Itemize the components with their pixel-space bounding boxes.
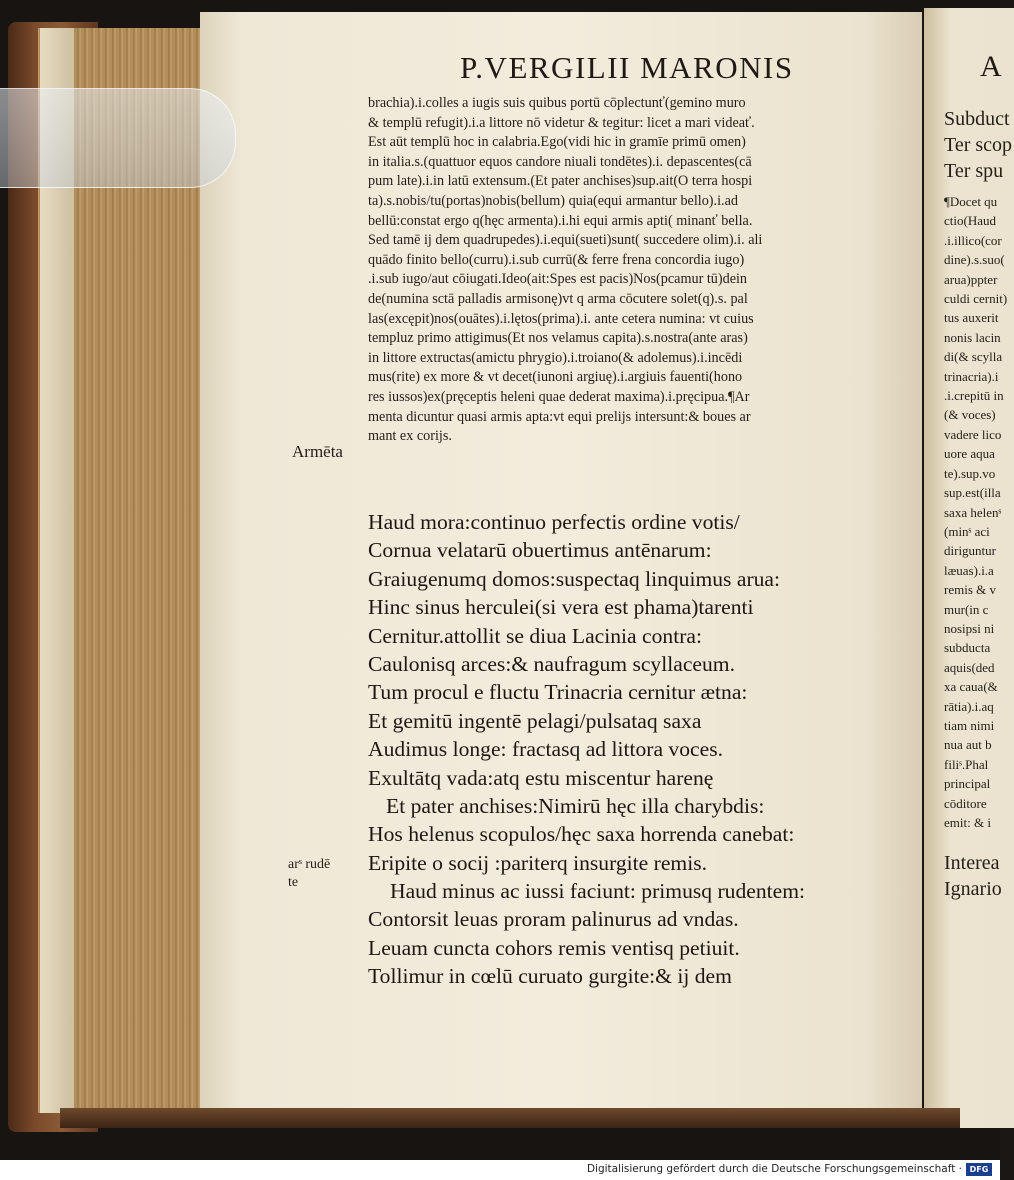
commentary-line: Est aūt templū hoc in calabria.Ego(vidi hic in gramīe primū omen) — [368, 134, 746, 151]
right-page-verse-line: Ter scop — [944, 134, 1013, 156]
book-bottom-edge — [60, 1108, 960, 1128]
commentary-line: de(numina sctā palladis armisonę)vt q arma cōcutere solet(q).s. pal — [368, 290, 748, 307]
verse-line: Tollimur in cœlū curuato gurgite:& ij dem — [368, 964, 732, 989]
verse-line: Haud mora:continuo perfectis ordine votis/ — [368, 510, 740, 534]
margin-note-ars-rudente — [288, 856, 330, 892]
right-page-gloss-line: remis & v — [944, 582, 996, 598]
commentary-line: las(excępit)nos(ouātes).i.lętos(prima).i. ante cetera numina: vt cuius — [368, 310, 754, 327]
page-edge-highlight — [40, 28, 74, 1113]
right-page-gloss-line: ctio(Haud — [944, 213, 996, 229]
right-page-gloss-line: nua aut b — [944, 737, 992, 753]
right-page-gloss-line: (minˢ aci — [944, 523, 990, 539]
footer-credit: Digitalisierung gefördert durch die Deutsche Forschungsgemeinschaft · — [586, 1163, 962, 1175]
right-page-gloss-line: filiˢ.Phal — [944, 756, 989, 772]
right-page-gloss-line: cōditore — [944, 795, 987, 811]
right-page-gloss-line: nonis lacin — [944, 329, 1001, 345]
footer-bar — [0, 1160, 1000, 1180]
commentary-line: res iussos)ex(pręceptis heleni quae dederat maxima).i.pręcipua.¶Ar — [368, 388, 750, 405]
commentary-line: & templū refugit).i.a littore nō videtur & tegitur: licet a mari videať. — [368, 114, 755, 131]
commentary-line: bellū:constat ergo q(hęc armenta).i.hi equi armis apti( minanť bella. — [368, 212, 753, 229]
verse-line: Et gemitū ingentē pelagi/pulsataq saxa — [368, 708, 702, 733]
dfg-logo: DFG — [966, 1163, 992, 1176]
right-page-gloss-line: culdi cernit) — [944, 291, 1008, 307]
right-page-gloss-line: saxa helenˢ — [944, 504, 1002, 520]
commentary-block — [368, 94, 913, 447]
verse-line: Hinc sinus herculei(si vera est phama)tarenti — [368, 595, 754, 620]
right-page-running-head: A — [980, 50, 1002, 83]
right-page-verse-line: Subduct — [944, 108, 1010, 130]
right-page-text — [924, 106, 1014, 902]
verse-line: Eripite o socij :pariterq insurgite remis. — [368, 850, 708, 875]
margin-note-line: arˢ rudē — [288, 857, 331, 872]
right-page-gloss-line: sup.est(illa — [944, 485, 1001, 501]
right-page-gloss-line: mur(in c — [944, 601, 989, 617]
commentary-line: mant ex corijs. — [368, 428, 452, 445]
verse-line: Caulonisq arces:& naufragum scyllaceum. — [368, 651, 735, 676]
right-page-gloss-line: rātia).i.aq — [944, 698, 994, 714]
commentary-line: brachia).i.colles a iugis suis quibus portū cōplectunť(gemino muro — [368, 95, 746, 111]
margin-note-armeta: Armēta — [292, 442, 343, 461]
right-page-gloss-line: vadere lico — [944, 426, 1002, 442]
right-page-verse-line: Interea — [944, 852, 1000, 875]
right-page-gloss-line: dine).s.suo( — [944, 252, 1005, 268]
right-page-gloss-line: emit: & i — [944, 815, 991, 830]
right-page-gloss-line: nosipsi ni — [944, 620, 995, 636]
right-page-gloss-line: aquis(ded — [944, 659, 995, 675]
verse-line: Cernitur.attollit se diua Lacinia contra: — [368, 623, 702, 648]
commentary-line: pum late).i.in latū extensum.(Et pater anchises)sup.ait(O terra hospi — [368, 173, 753, 190]
right-page-gloss — [924, 192, 1014, 832]
plastic-page-holder — [0, 88, 236, 188]
commentary-line: Sed tamē ij dem quadrupedes).i.equi(sueti)sunt( succedere olim).i. ali — [368, 232, 763, 249]
verse-line: Hos helenus scopulos/hęc saxa horrenda canebat: — [368, 822, 795, 847]
verse-line: Audimus longe: fractasq ad littora voces. — [368, 737, 723, 762]
commentary-line: ta).s.nobis/tu(portas)nobis(bellum) quia(equi armantur bello).i.ad — [368, 192, 738, 209]
verse-line: Haud minus ac iussi faciunt: primusq rudentem: — [390, 879, 806, 904]
right-page-gloss-line: principal — [944, 776, 991, 792]
right-page-gloss-line: subducta — [944, 640, 991, 656]
verse-line: Tum procul e fluctu Trinacria cernitur ætna: — [368, 680, 748, 705]
commentary-line: in italia.s.(quattuor equos candore niuali tondētes).i. depascentes(cā — [368, 153, 752, 170]
right-page-verse-top — [924, 106, 1014, 184]
right-page-gloss-line: xa caua(& — [944, 679, 998, 695]
right-page-gloss-line: .i.illico(cor — [944, 232, 1002, 248]
right-page-gloss-line: (& voces) — [944, 407, 996, 423]
running-head: P.VERGILII MARONIS — [460, 50, 794, 85]
commentary-line: .i.sub iugo/aut cōiugati.Ideo(ait:Spes est pacis)Nos(pcamur tū)dein — [368, 271, 748, 288]
commentary-line: menta dicuntur quasi armis apta:vt equi prelijs intersunt:& boues ar — [368, 408, 751, 425]
right-page-gloss-line: .i.crepitū in — [944, 388, 1004, 404]
verse-line: Graiugenumq domos:suspectaq linquimus arua: — [368, 566, 781, 591]
right-page-gloss-line: tus auxerit — [944, 310, 999, 326]
right-page-verse-line: Ignario — [944, 878, 1002, 901]
right-page-gloss-line: arua)ppter — [944, 271, 998, 287]
right-page-gloss-line: trinacria).i — [944, 368, 999, 384]
verse-block — [368, 508, 916, 991]
commentary-line: in littore extructas(amictu phrygio).i.troiano(& adolemus).i.incēdi — [368, 349, 743, 366]
verse-line: Et pater anchises:Nimirū hęc illa charybdis: — [386, 793, 765, 818]
commentary-line: templuz primo attigimus(Et nos velamus capita).s.nostra(ante aras) — [368, 330, 748, 347]
right-page-gloss-line: læuas).i.a — [944, 562, 994, 578]
right-page-gloss-line: di(& scylla — [944, 349, 1003, 365]
verse-line: Leuam cuncta cohors remis ventisq petiuit. — [368, 935, 740, 960]
margin-note-line: te — [288, 875, 299, 890]
commentary-line: quādo finito bello(curru).i.sub currū(& ferre frena concordia iugo) — [368, 251, 745, 268]
right-page — [924, 8, 1014, 1128]
right-page-gloss-line: diriguntur — [944, 543, 996, 559]
right-page-verse-bottom — [924, 850, 1014, 902]
right-page-gloss-line: ¶Docet qu — [944, 194, 998, 209]
commentary-line: mus(rite) ex more & vt decet(iunoni argiuę).i.argiuis fauenti(hono — [368, 369, 743, 386]
right-page-gloss-line: tiam nimi — [944, 717, 995, 733]
verse-line: Cornua velatarū obuertimus antēnarum: — [368, 538, 712, 563]
right-page-gloss-line: uore aqua — [944, 446, 995, 462]
right-page-gloss-line: te).sup.vo — [944, 465, 996, 481]
verse-line: Contorsit leuas proram palinurus ad vndas. — [368, 907, 739, 932]
right-page-verse-line: Ter spu — [944, 160, 1004, 182]
verse-line: Exultātq vada:atq estu miscentur harenę — [368, 765, 714, 790]
